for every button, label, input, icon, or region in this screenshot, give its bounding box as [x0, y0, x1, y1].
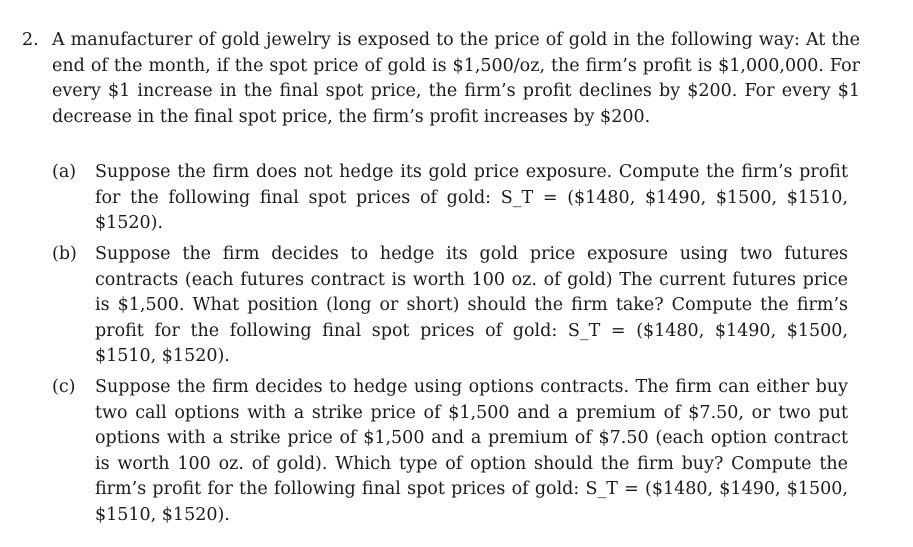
part-b-text: Suppose the firm decides to hedge its gold price exposure using two futures contracts (each futures contract is worth 100 oz. of gold) The current futures price is $1,500. What position (long or short) should the firm take? Compute the firm’s profit for the following final spot prices of gold: S_T = ($1480, $1490, $1500, $1510, $1520).	[95, 244, 848, 366]
part-b-label: (b)	[52, 244, 77, 264]
part-b	[52, 242, 848, 370]
part-c	[52, 375, 848, 528]
problem-statement: A manufacturer of gold jewelry is exposed to the price of gold in the following way: At the end of the month, if the spot price of gold is $1,500/oz, the firm’s profit is $1,000,000. For every $1 increase in the final spot price, the firm’s profit declines by $200. For every $1 decrease in the final spot price, the firm’s profit increases by $200.	[52, 30, 860, 127]
part-a-label: (a)	[52, 162, 77, 182]
problem-2	[22, 28, 860, 130]
problem-number: 2.	[22, 30, 39, 50]
part-c-label: (c)	[52, 377, 76, 397]
part-a	[52, 160, 848, 237]
part-a-text: Suppose the firm does not hedge its gold price exposure. Compute the firm’s profit for the following final spot prices of gold: S_T = ($1480, $1490, $1500, $1510, $1520).	[95, 162, 848, 233]
part-c-text: Suppose the firm decides to hedge using options contracts. The firm can either buy two call options with a strike price of $1,500 and a premium of $7.50, or two put options with a strike price of $1,500 and a premium of $7.50 (each option contract is worth 100 oz. of gold). Which type of option should the firm buy? Compute the firm’s profit for the following final spot prices of gold: S_T = ($1480, $1490, $1500, $1510, $1520).	[95, 377, 848, 525]
